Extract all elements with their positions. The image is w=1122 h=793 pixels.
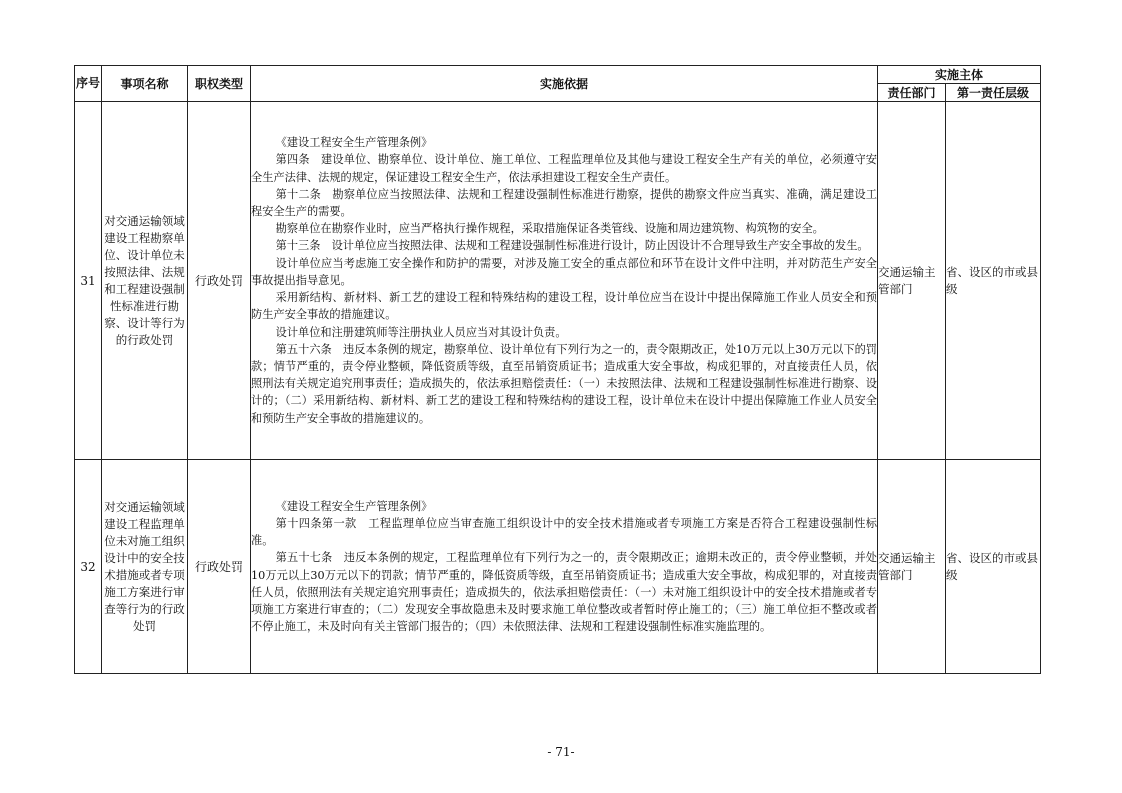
- row-item-name: 对交通运输领域建设工程监理单位未对施工组织设计中的安全技术措施或者专项施工方案进行审查等行为的行政处罚: [102, 460, 188, 674]
- row-level: 省、设区的市或县级: [946, 460, 1041, 674]
- row-power-type: 行政处罚: [188, 102, 251, 460]
- basis-paragraph: 第五十六条 违反本条例的规定，勘察单位、设计单位有下列行为之一的，责令限期改正，处10万元以上30万元以下的罚款；情节严重的，责令停业整顿，降低资质等级，直至吊销资质证书；造成重大安全事故，构成犯罪的，对直接责任人员，依照刑法有关规定追究刑事责任；造成损失的，依法承担赔偿责任：（一）未按照法律、法规和工程建设强制性标准进行勘察、设计的；（二）采用新结构、新材料、新工艺的建设工程和特殊结构的建设工程，设计单位未在设计中提出保障施工作业人员安全和预防生产安全事故的措施建议的。: [251, 342, 877, 425]
- enforcement-items-table: [74, 65, 1041, 674]
- row-power-type: 行政处罚: [188, 460, 251, 674]
- basis-paragraph: 勘察单位在勘察作业时，应当严格执行操作规程，采取措施保证各类管线、设施和周边建筑物、构筑物的安全。: [275, 222, 824, 236]
- basis-paragraph: 第十三条 设计单位应当按照法律、法规和工程建设强制性标准进行设计，防止因设计不合理导致生产安全事故的发生。: [275, 239, 869, 253]
- basis-paragraph: 《建设工程安全生产管理条例》: [275, 136, 433, 150]
- basis-paragraph: 采用新结构、新材料、新工艺的建设工程和特殊结构的建设工程，设计单位应当在设计中提出保障施工作业人员安全和预防生产安全事故的措施建议。: [251, 291, 877, 322]
- basis-paragraph: 设计单位和注册建筑师等注册执业人员应当对其设计负责。: [275, 325, 567, 339]
- basis-paragraph: 《建设工程安全生产管理条例》: [275, 499, 433, 513]
- header-level: 第一责任层级: [946, 84, 1041, 102]
- page-number: - 71-: [547, 745, 575, 759]
- table-row: [75, 102, 1041, 460]
- row-dept: 交通运输主管部门: [878, 460, 946, 674]
- basis-paragraph: 第十四条第一款 工程监理单位应当审查施工组织设计中的安全技术措施或者专项施工方案是否符合工程建设强制性标准。: [251, 516, 877, 548]
- table-row: [75, 460, 1041, 674]
- header-type: 职权类型: [188, 66, 251, 102]
- basis-paragraph: 第十二条 勘察单位应当按照法律、法规和工程建设强制性标准进行勘察，提供的勘察文件应当真实、准确，满足建设工程安全生产的需要。: [251, 187, 877, 219]
- header-subject: 实施主体: [878, 66, 1041, 84]
- header-index: 序号: [75, 66, 102, 102]
- row-basis: [251, 460, 878, 674]
- row-item-name: 对交通运输领域建设工程勘察单位、设计单位未按照法律、法规和工程建设强制性标准进行勘察、设计等行为的行政处罚: [102, 102, 188, 460]
- header-basis: 实施依据: [251, 66, 878, 102]
- row-basis: [251, 102, 878, 460]
- basis-paragraph: 第四条 建设单位、勘察单位、设计单位、施工单位、工程监理单位及其他与建设工程安全生产有关的单位，必须遵守安全生产法律、法规的规定，保证建设工程安全生产，依法承担建设工程安全生产责任。: [251, 153, 877, 184]
- basis-paragraph: 设计单位应当考虑施工安全操作和防护的需要，对涉及施工安全的重点部位和环节在设计文件中注明，并对防范生产安全事故提出指导意见。: [251, 256, 877, 287]
- row-dept: 交通运输主管部门: [878, 102, 946, 460]
- basis-paragraph: 第五十七条 违反本条例的规定，工程监理单位有下列行为之一的，责令限期改正；逾期未改正的，责令停业整顿，并处10万元以上30万元以下的罚款；情节严重的，降低资质等级，直至吊销资质证书；造成重大安全事故，构成犯罪的，对直接责任人员，依照刑法有关规定追究刑事责任；造成损失的，依法承担赔偿责任：（一）未对施工组织设计中的安全技术措施或者专项施工方案进行审查的；（二）发现安全事故隐患未及时要求施工单位整改或者暂时停止施工的；（三）施工单位拒不整改或者不停止施工，未及时向有关主管部门报告的；（四）未依照法律、法规和工程建设强制性标准实施监理的。: [251, 551, 877, 634]
- row-level: 省、设区的市或县级: [946, 102, 1041, 460]
- header-dept: 责任部门: [878, 84, 946, 102]
- header-name: 事项名称: [102, 66, 188, 102]
- row-index: 31: [75, 102, 102, 460]
- row-index: 32: [75, 460, 102, 674]
